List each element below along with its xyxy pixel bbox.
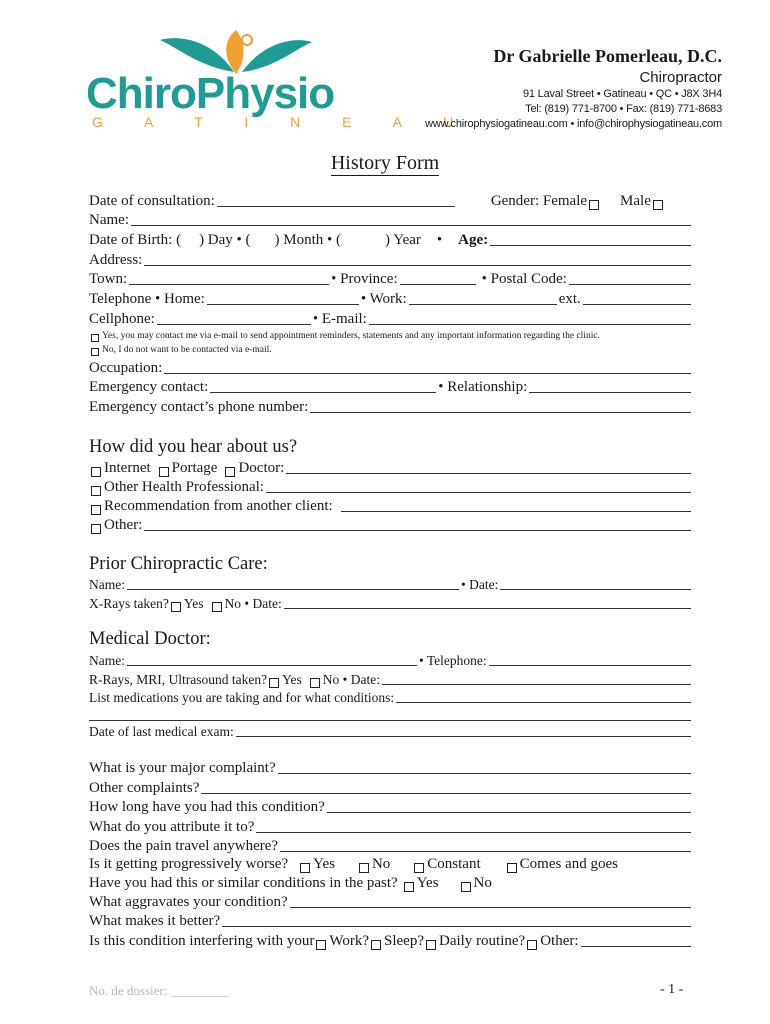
worse-no-checkbox[interactable] [359,863,369,873]
consultation-row: Date of consultation: Gender: Female Male [89,192,693,211]
female-checkbox[interactable] [589,200,599,210]
name-field[interactable] [131,224,691,226]
prior-xray-date-field[interactable] [284,607,691,609]
occupation-row: Occupation: [89,359,693,378]
prior-name-row: Name: • Date: [89,575,693,594]
doctor-title: Chiropractor [639,69,722,86]
form-title: History Form [330,152,440,174]
medications-field[interactable] [396,701,691,703]
similar-no-checkbox[interactable] [461,882,471,892]
other-source-checkbox[interactable] [91,524,101,534]
better-field[interactable] [222,925,691,927]
cellphone-field[interactable] [157,323,311,325]
file-number: No. de dossier: _________ [89,983,230,998]
ext-field[interactable] [583,303,691,305]
other-source-field[interactable] [144,529,691,531]
md-rrays-no-checkbox[interactable] [310,678,320,688]
worse-yes-checkbox[interactable] [300,863,310,873]
doctor-checkbox[interactable] [225,467,235,477]
clinic-logo [86,28,473,130]
prior-care-heading: Prior Chiropractic Care: [89,554,268,574]
prior-xray-no-checkbox[interactable] [212,602,222,612]
other-complaints-row: Other complaints? [89,779,693,798]
email-consent-yes: Yes, you may contact me via e-mail to send appointment reminders, statements and any important information regarding the clinic. [89,330,693,343]
medications-row: List medications you are taking and for what conditions: [89,688,693,707]
address-field[interactable] [144,264,691,266]
emergency-contact-field[interactable] [210,391,436,393]
hear-heading: How did you hear about us? [89,437,298,457]
occupation-field[interactable] [164,372,691,374]
constant-checkbox[interactable] [414,863,424,873]
medical-doctor-heading: Medical Doctor: [89,629,211,649]
recommendation-field[interactable] [341,510,691,512]
prior-chiro-date-field[interactable] [500,588,691,590]
email-consent-no: No, I do not want to be contacted via e-mail. [89,344,693,357]
interfering-row: Is this condition interfering with your Work? Sleep? Daily routine? Other: [89,932,693,951]
similar-yes-checkbox[interactable] [404,882,414,892]
prior-xray-yes-checkbox[interactable] [171,602,181,612]
relationship-field[interactable] [529,391,691,393]
worse-row: Is it getting progressively worse? Yes No Constant Comes and goes [89,856,618,872]
better-row: What makes it better? [89,912,693,931]
md-rrays-row: R-Rays, MRI, Ultrasound taken? Yes No • Date: [89,670,693,689]
md-telephone-field[interactable] [489,664,691,666]
interfere-other-checkbox[interactable] [527,940,537,950]
other-complaints-field[interactable] [201,792,691,794]
province-field[interactable] [400,283,476,285]
clinic-phone: Tel: (819) 771-8700 • Fax: (819) 771-8683 [525,103,722,115]
recommendation-checkbox[interactable] [91,505,101,515]
major-complaint-row: What is your major complaint? [89,759,693,778]
age-field[interactable] [490,244,691,246]
interfere-work-checkbox[interactable] [316,940,326,950]
aggravates-row: What aggravates your condition? [89,893,693,912]
doctor-name: Dr Gabrielle Pomerleau, D.C. [493,46,722,66]
town-field[interactable] [129,283,329,285]
page-number: - 1 - [660,982,684,997]
clinic-address: 91 Laval Street • Gatineau • QC • J8X 3H4 [522,88,722,100]
emergency-phone-field[interactable] [310,411,691,413]
comes-goes-checkbox[interactable] [507,863,517,873]
hear-row-3: Recommendation from another client: [89,497,693,516]
dob-row: Date of Birth: ( ) Day • ( ) Month • ( ) Year • Age: [89,231,693,250]
doctor-referral-field[interactable] [286,472,691,474]
prior-xray-row: X-Rays taken? Yes No • Date: [89,594,693,613]
hear-row-4: Other: [89,516,693,535]
logo-wordmark: ChiroPhysio [86,69,335,118]
male-checkbox[interactable] [653,200,663,210]
last-exam-field[interactable] [236,735,691,737]
hear-row-1: Internet Portage Doctor: [89,459,693,478]
attribute-field[interactable] [256,831,691,833]
health-pro-field[interactable] [266,491,691,493]
last-exam-row: Date of last medical exam: [89,722,693,741]
consent-yes-checkbox[interactable] [91,334,99,342]
consultation-date-field[interactable] [217,205,455,207]
interfere-daily-checkbox[interactable] [426,940,436,950]
telephone-row: Telephone • Home: • Work: ext. [89,290,693,309]
similar-row: Have you had this or similar conditions in the past? Yes No [89,875,492,891]
name-row: Name: [89,211,693,230]
md-name-row: Name: • Telephone: [89,651,693,670]
prior-chiro-name-field[interactable] [127,588,459,590]
work-phone-field[interactable] [409,303,557,305]
md-rrays-date-field[interactable] [382,683,691,685]
interfere-other-field[interactable] [581,945,691,947]
internet-checkbox[interactable] [91,467,101,477]
email-field[interactable] [369,323,691,325]
home-phone-field[interactable] [207,303,359,305]
logo-subline: G A T I N E A U [92,114,473,130]
emergency-row: Emergency contact: • Relationship: [89,378,693,397]
interfere-sleep-checkbox[interactable] [371,940,381,950]
how-long-field[interactable] [327,811,691,813]
medications-field-2[interactable] [89,719,691,721]
clinic-web: www.chirophysiogatineau.com • info@chirophysiogatineau.com [425,118,722,130]
address-row: Address: [89,251,693,270]
travel-field[interactable] [280,850,691,852]
travel-row: Does the pain travel anywhere? [89,837,693,856]
how-long-row: How long have you had this condition? [89,798,693,817]
consent-no-checkbox[interactable] [91,348,99,356]
postal-code-field[interactable] [569,283,691,285]
town-row: Town: • Province: • Postal Code: [89,270,693,289]
cellphone-row: Cellphone: • E-mail: [89,310,693,329]
attribute-row: What do you attribute it to? [89,818,693,837]
hear-row-2: Other Health Professional: [89,478,693,497]
md-name-field[interactable] [127,664,417,666]
health-pro-checkbox[interactable] [91,486,101,496]
aggravates-field[interactable] [290,906,691,908]
md-rrays-yes-checkbox[interactable] [269,678,279,688]
major-complaint-field[interactable] [278,772,691,774]
portage-checkbox[interactable] [159,467,169,477]
emergency-phone-row: Emergency contact’s phone number: [89,398,693,417]
